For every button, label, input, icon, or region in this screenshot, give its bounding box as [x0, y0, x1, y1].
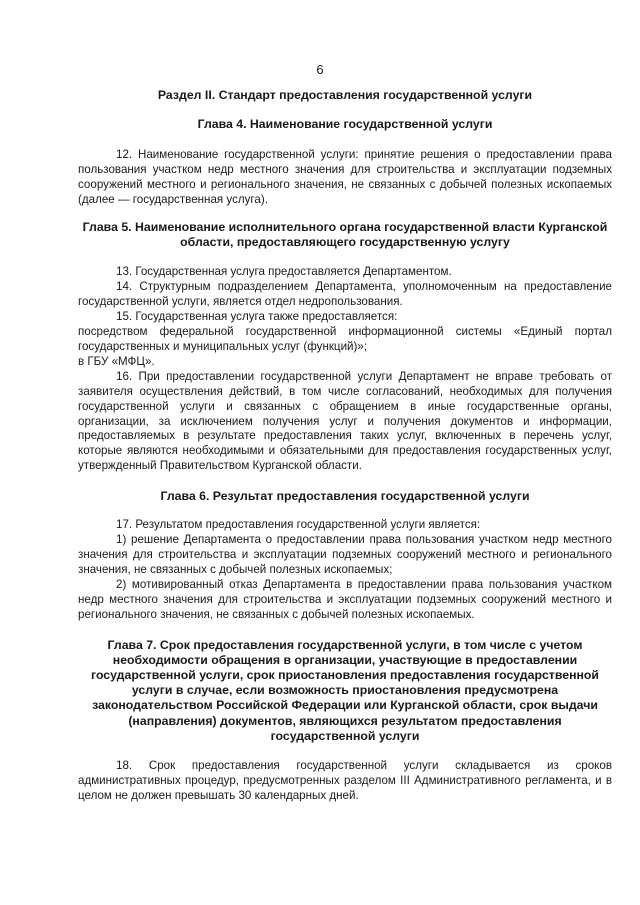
chapter-7-title: Глава 7. Срок предоставления государственной услуги, в том числе с учетом необходимости обращения в организации, участвующие в предоставлении государственной услуги, срок приостановления предоставления государственной услуги в случае, если возможность приостановления предусмотрена законодательством Российской Федерации или Курганской области, срок выдачи (направления) документов, являющихся результатом предоставления государственной услуги [91, 637, 599, 743]
page-number: 6 [316, 62, 324, 77]
chapter-4-title: Глава 4. Наименование государственной услуги [197, 117, 493, 132]
paragraph-18: 18. Срок предоставления государственной услуги складывается из сроков административных процедур, предусмотренных разделом III Административного регламента, и в целом не должен превышать 30 календарных дней. [78, 759, 612, 802]
paragraph-15-item-portal: посредством федеральной государственной информационной системы «Единый портал государственных и муниципальных услуг (функций)»; [78, 325, 612, 353]
document-body [78, 88, 612, 804]
paragraph-17: 17. Результатом предоставления государственной услуги является: [116, 518, 481, 532]
section-title: Раздел II. Стандарт предоставления государственной услуги [157, 88, 533, 102]
paragraph-13: 13. Государственная услуга предоставляется Департаментом. [116, 265, 452, 279]
paragraph-17-item-2: 2) мотивированный отказ Департамента в предоставлении права пользования участком недр местного значения для строительства и эксплуатации подземных сооружений местного и регионального значения, не связанных с добычей полезных ископаемых. [78, 577, 612, 621]
chapter-5-title: Глава 5. Наименование исполнительного органа государственной власти Курганской области, предоставляющего государственную услугу [82, 220, 608, 250]
chapter-6-title: Глава 6. Результат предоставления государственной услуги [160, 489, 530, 504]
paragraph-14: 14. Структурным подразделением Департамента, уполномоченным на предоставление государственной услуги, является отдел недропользования. [78, 280, 612, 309]
paragraph-15: 15. Государственная услуга также предоставляется: [116, 310, 398, 324]
paragraph-17-item-1: 1) решение Департамента о предоставлении права пользования участком недр местного значения для строительства и эксплуатации подземных сооружений местного и регионального значения, не связанных с добычей полезных ископаемых; [78, 533, 612, 577]
paragraph-16: 16. При предоставлении государственной услуги Департамент не вправе требовать от заявителя осуществления действий, в том числе согласований, необходимых для получения государственной услуги и связанных с обращением в иные государственные органы, организации, за исключением получения услуг и получения документов и информации, предоставляемых в результате предоставления таких услуг, включенных в перечень услуг, которые являются необходимыми и обязательными для предоставления государственных услуг, утвержденный Правительством Курганской области. [78, 369, 612, 473]
paragraph-12: 12. Наименование государственной услуги: принятие решения о предоставлении права пользования участком недр местного значения для строительства и эксплуатации подземных сооружений местного и регионального значения, не связанных с добычей полезных ископаемых (далее — государственная услуга). [78, 148, 612, 207]
paragraph-15-item-mfc: в ГБУ «МФЦ». [78, 354, 155, 368]
